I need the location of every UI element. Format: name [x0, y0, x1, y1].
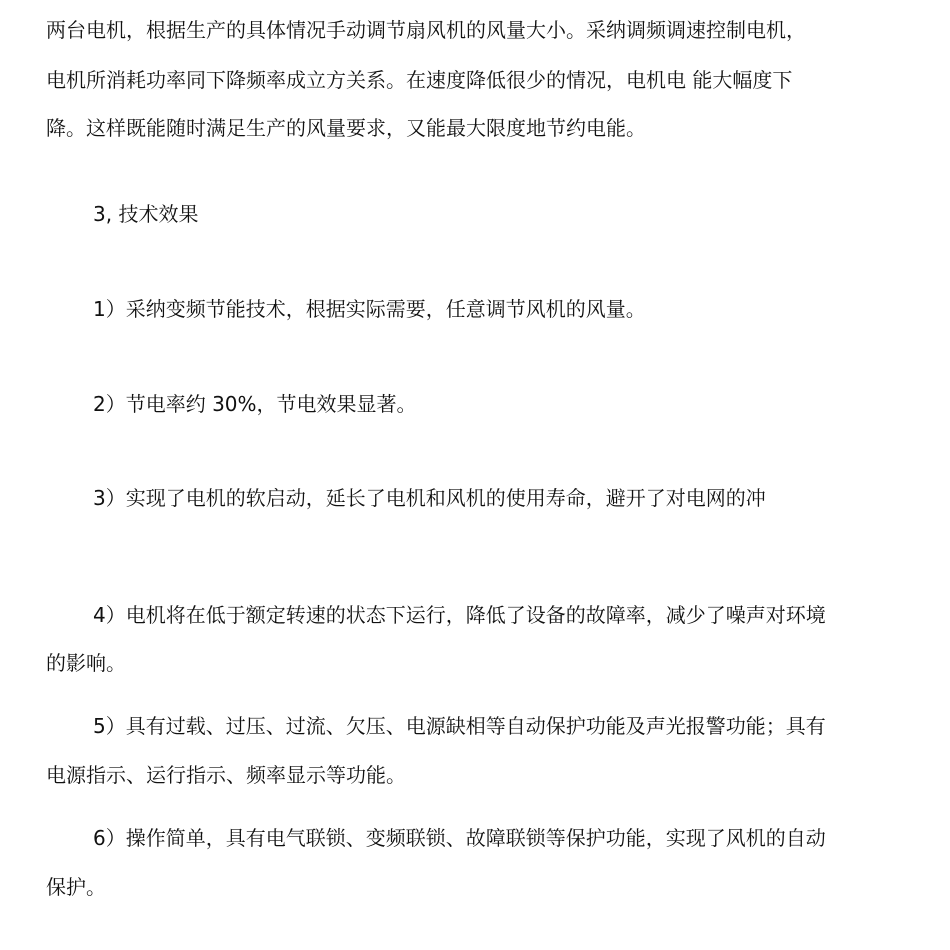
intro-line-2: 电机所消耗功率同下降频率成立方关系。在速度降低很少的情况，电机电 能大幅度下 — [46, 68, 793, 92]
section-heading: 3, 技术效果 — [93, 202, 199, 226]
list-item-1: 1）采纳变频节能技术，根据实际需要，任意调节风机的风量。 — [93, 297, 646, 321]
list-item-2: 2）节电率约 30%，节电效果显著。 — [93, 392, 417, 416]
intro-line-1: 两台电机，根据生产的具体情况手动调节扇风机的风量大小。采纳调频调速控制电机， — [46, 18, 806, 42]
list-item-6-continuation: 保护。 — [46, 875, 106, 899]
list-item-4-continuation: 的影响。 — [46, 651, 126, 675]
list-item-4: 4）电机将在低于额定转速的状态下运行，降低了设备的故障率，减少了噪声对环境 — [93, 603, 826, 627]
list-item-5-continuation: 电源指示、运行指示、频率显示等功能。 — [46, 763, 406, 787]
list-item-3: 3）实现了电机的软启动，延长了电机和风机的使用寿命，避开了对电网的冲 — [93, 486, 766, 510]
intro-line-3: 降。这样既能随时满足生产的风量要求，又能最大限度地节约电能。 — [46, 116, 646, 140]
list-item-5: 5）具有过载、过压、过流、欠压、电源缺相等自动保护功能及声光报警功能；具有 — [93, 714, 826, 738]
list-item-6: 6）操作简单，具有电气联锁、变频联锁、故障联锁等保护功能，实现了风机的自动 — [93, 826, 826, 850]
